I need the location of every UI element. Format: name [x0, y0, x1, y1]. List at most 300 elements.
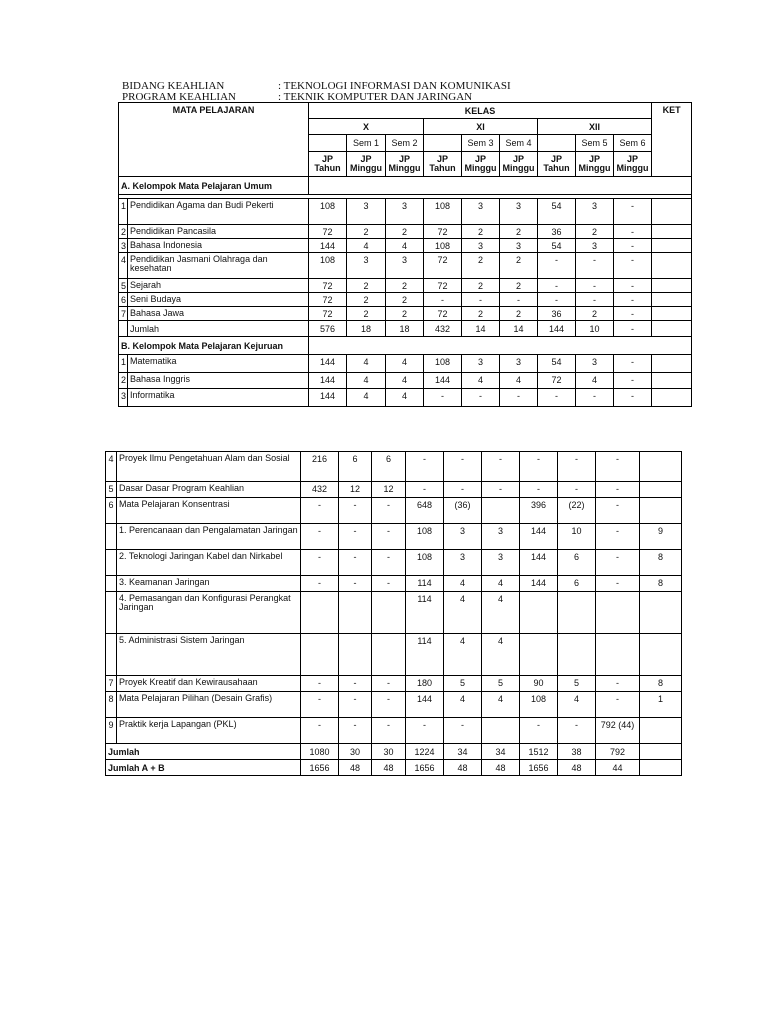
- table-cell: 3: [462, 355, 500, 373]
- row-number: 6: [119, 293, 128, 307]
- table-cell: -: [372, 524, 406, 550]
- table-row: [119, 373, 692, 389]
- row-number: [106, 634, 117, 676]
- table-cell: [640, 760, 682, 776]
- table-cell: 432: [301, 482, 339, 498]
- table-cell: 6: [558, 576, 596, 592]
- table-row: [106, 718, 682, 744]
- table-cell: 30: [372, 744, 406, 760]
- table-cell: 2: [576, 225, 614, 239]
- table-cell: 2: [462, 279, 500, 293]
- table-cell: -: [424, 293, 462, 307]
- table-cell: [596, 592, 640, 634]
- table-cell: 2: [386, 279, 424, 293]
- table-cell: 108: [424, 199, 462, 225]
- table-row: [106, 550, 682, 576]
- table-cell: 6: [372, 452, 406, 482]
- table-cell: 4: [444, 634, 482, 676]
- table-cell: 4: [444, 592, 482, 634]
- table-cell: -: [339, 498, 372, 524]
- row-number: 7: [106, 676, 117, 692]
- group-b-body: [119, 355, 692, 407]
- ket-cell: [640, 482, 682, 498]
- table-cell: 2: [347, 307, 386, 321]
- table-cell: -: [372, 676, 406, 692]
- ket-cell: 8: [640, 676, 682, 692]
- table-cell: 72: [424, 279, 462, 293]
- table-cell: 3: [347, 253, 386, 279]
- table-cell: -: [538, 253, 576, 279]
- row-number: 2: [119, 373, 128, 389]
- table-cell: 4: [576, 373, 614, 389]
- ket-cell: [652, 279, 692, 293]
- table-row: [119, 307, 692, 321]
- jumlah-a-row: [119, 321, 692, 337]
- table-cell: 3: [500, 199, 538, 225]
- table-cell: -: [339, 524, 372, 550]
- table-cell: 648: [406, 498, 444, 524]
- table-cell: -: [520, 452, 558, 482]
- row-number: 6: [106, 498, 117, 524]
- table-row: [119, 293, 692, 307]
- table-row: [106, 576, 682, 592]
- table-cell: 3: [576, 199, 614, 225]
- table-cell: -: [558, 718, 596, 744]
- table-row: [106, 524, 682, 550]
- table-cell: 144: [309, 389, 347, 407]
- table-cell: 3: [576, 239, 614, 253]
- table-cell: [372, 592, 406, 634]
- header-blank: [424, 135, 462, 152]
- table-cell: 3: [500, 239, 538, 253]
- table-cell: 5: [482, 676, 520, 692]
- table-cell: -: [576, 389, 614, 407]
- table-cell: 576: [309, 321, 347, 337]
- table-cell: 3: [576, 355, 614, 373]
- subject-name: Mata Pelajaran Konsentrasi: [117, 498, 301, 524]
- table-cell: -: [406, 718, 444, 744]
- row-number: [106, 576, 117, 592]
- table-cell: 3: [386, 199, 424, 225]
- ket-cell: 8: [640, 576, 682, 592]
- table-cell: 144: [309, 373, 347, 389]
- row-number: 8: [106, 692, 117, 718]
- group-a-title: A. Kelompok Mata Pelajaran Umum: [119, 177, 309, 195]
- program-label: PROGRAM KEAHLIAN: [122, 91, 236, 103]
- table-cell: 108: [406, 550, 444, 576]
- table-cell: 4: [347, 239, 386, 253]
- table-cell: -: [614, 239, 652, 253]
- header-jp-minggu: JP Minggu: [462, 152, 500, 177]
- table-row: [106, 498, 682, 524]
- table-cell: 144: [309, 239, 347, 253]
- table-cell: -: [406, 482, 444, 498]
- table-cell: 6: [339, 452, 372, 482]
- table-cell: 72: [309, 279, 347, 293]
- table-row: [106, 692, 682, 718]
- table-cell: -: [500, 389, 538, 407]
- header-jp-minggu: JP Minggu: [500, 152, 538, 177]
- table-cell: 4: [558, 692, 596, 718]
- table-cell: -: [558, 482, 596, 498]
- table-cell: 2: [462, 307, 500, 321]
- table-cell: 4: [482, 692, 520, 718]
- ket-cell: [640, 634, 682, 676]
- table-cell: [640, 744, 682, 760]
- ket-cell: [640, 452, 682, 482]
- header-jp-tahun: JP Tahun: [538, 152, 576, 177]
- table-cell: -: [444, 718, 482, 744]
- table-cell: 72: [538, 373, 576, 389]
- table-cell: 108: [520, 692, 558, 718]
- table-cell: -: [462, 293, 500, 307]
- header-sem-1: Sem 1: [347, 135, 386, 152]
- table-cell: 2: [500, 253, 538, 279]
- table-cell: -: [596, 498, 640, 524]
- table-cell: 4: [386, 389, 424, 407]
- table-cell: -: [538, 293, 576, 307]
- table-cell: -: [614, 225, 652, 239]
- table-cell: -: [372, 498, 406, 524]
- table-cell: 54: [538, 239, 576, 253]
- header-kelas-xi: XI: [424, 119, 538, 135]
- table-cell: 1224: [406, 744, 444, 760]
- table-cell: -: [614, 389, 652, 407]
- subject-name: Pendidikan Jasmani Olahraga dan kesehatan: [128, 253, 309, 279]
- ket-cell: [640, 592, 682, 634]
- table-cell: 10: [558, 524, 596, 550]
- program-value: : TEKNIK KOMPUTER DAN JARINGAN: [278, 91, 473, 103]
- jumlah-ab-label: Jumlah A + B: [106, 760, 301, 776]
- table-cell: [301, 634, 339, 676]
- row-number: 7: [119, 307, 128, 321]
- table-cell: 4: [462, 373, 500, 389]
- table-cell: -: [301, 676, 339, 692]
- table-cell: [482, 498, 520, 524]
- header-jp-minggu: JP Minggu: [576, 152, 614, 177]
- table-cell: 108: [424, 355, 462, 373]
- table-cell: [596, 634, 640, 676]
- group-a-blank: [309, 177, 692, 195]
- table-cell: 3: [386, 253, 424, 279]
- row-number: 4: [119, 253, 128, 279]
- table-cell: 12: [372, 482, 406, 498]
- table-cell: -: [538, 279, 576, 293]
- table-cell: [119, 321, 128, 337]
- table-row: [119, 239, 692, 253]
- table-cell: 108: [309, 199, 347, 225]
- table2-body: [106, 452, 682, 744]
- subject-name: Dasar Dasar Program Keahlian: [117, 482, 301, 498]
- table-cell: 2: [347, 225, 386, 239]
- table-cell: -: [339, 676, 372, 692]
- table-cell: [339, 592, 372, 634]
- row-number: [106, 550, 117, 576]
- header-sem-2: Sem 2: [386, 135, 424, 152]
- table-cell: 48: [372, 760, 406, 776]
- table-cell: 72: [309, 307, 347, 321]
- table-cell: 4: [347, 373, 386, 389]
- header-sem-4: Sem 4: [500, 135, 538, 152]
- jumlah-label: Jumlah: [106, 744, 301, 760]
- table-cell: -: [339, 550, 372, 576]
- table-cell: [520, 592, 558, 634]
- subject-name: Pendidikan Pancasila: [128, 225, 309, 239]
- subject-name: 2. Teknologi Jaringan Kabel dan Nirkabel: [117, 550, 301, 576]
- header-jp-tahun: JP Tahun: [424, 152, 462, 177]
- table-cell: -: [520, 718, 558, 744]
- table-cell: -: [339, 576, 372, 592]
- table-cell: 12: [339, 482, 372, 498]
- table-cell: -: [301, 524, 339, 550]
- table-cell: 34: [482, 744, 520, 760]
- table-cell: 108: [406, 524, 444, 550]
- table-cell: [558, 634, 596, 676]
- table-cell: -: [444, 452, 482, 482]
- table-cell: 3: [482, 550, 520, 576]
- table-cell: 72: [309, 293, 347, 307]
- table-cell: 2: [386, 307, 424, 321]
- table-cell: -: [558, 452, 596, 482]
- table-cell: 72: [424, 307, 462, 321]
- table-row: [106, 452, 682, 482]
- table-cell: -: [614, 373, 652, 389]
- row-number: 1: [119, 199, 128, 225]
- table-cell: 54: [538, 355, 576, 373]
- table-cell: -: [614, 199, 652, 225]
- table-cell: [482, 718, 520, 744]
- table-cell: -: [614, 321, 652, 337]
- table-cell: 108: [309, 253, 347, 279]
- subject-name: Bahasa Indonesia: [128, 239, 309, 253]
- subject-name: Pendidikan Agama dan Budi Pekerti: [128, 199, 309, 225]
- subject-name: Proyek Ilmu Pengetahuan Alam dan Sosial: [117, 452, 301, 482]
- row-number: 9: [106, 718, 117, 744]
- table-cell: 3: [500, 355, 538, 373]
- table-cell: -: [482, 482, 520, 498]
- table-cell: 1080: [301, 744, 339, 760]
- table-cell: -: [576, 279, 614, 293]
- table-cell: 72: [424, 225, 462, 239]
- row-number: 5: [119, 279, 128, 293]
- ket-cell: [652, 199, 692, 225]
- table-cell: 2: [500, 307, 538, 321]
- table-cell: [339, 634, 372, 676]
- table-cell: 72: [424, 253, 462, 279]
- table-cell: -: [424, 389, 462, 407]
- table-cell: -: [406, 452, 444, 482]
- table-cell: -: [614, 253, 652, 279]
- table-cell: 1656: [520, 760, 558, 776]
- table-cell: 2: [386, 225, 424, 239]
- table-cell: 432: [424, 321, 462, 337]
- header-kelas-xii: XII: [538, 119, 652, 135]
- subject-name: Matematika: [128, 355, 309, 373]
- table-cell: -: [576, 293, 614, 307]
- table-cell: 2: [347, 279, 386, 293]
- table-cell: 72: [309, 225, 347, 239]
- table-cell: 48: [339, 760, 372, 776]
- table-cell: -: [614, 307, 652, 321]
- table-cell: -: [500, 293, 538, 307]
- table-cell: 3: [462, 239, 500, 253]
- table-cell: 4: [482, 634, 520, 676]
- table-cell: 3: [462, 199, 500, 225]
- table-cell: -: [614, 279, 652, 293]
- table-cell: -: [596, 482, 640, 498]
- table-cell: 48: [558, 760, 596, 776]
- table-cell: -: [301, 550, 339, 576]
- table-cell: 34: [444, 744, 482, 760]
- table-cell: 144: [406, 692, 444, 718]
- table-cell: 114: [406, 576, 444, 592]
- subject-name: Seni Budaya: [128, 293, 309, 307]
- table-cell: 36: [538, 225, 576, 239]
- table-cell: 18: [347, 321, 386, 337]
- table-cell: 14: [500, 321, 538, 337]
- ket-cell: [652, 239, 692, 253]
- row-number: [106, 524, 117, 550]
- table-cell: 114: [406, 592, 444, 634]
- table-cell: -: [596, 524, 640, 550]
- table-cell: 1512: [520, 744, 558, 760]
- subject-name: Bahasa Jawa: [128, 307, 309, 321]
- table-cell: 2: [576, 307, 614, 321]
- table-cell: 4: [386, 239, 424, 253]
- table-cell: 4: [347, 389, 386, 407]
- curriculum-table-2: [105, 451, 682, 776]
- table-cell: [558, 592, 596, 634]
- group-a-body: [119, 199, 692, 321]
- table-cell: 180: [406, 676, 444, 692]
- header-ket: KET: [652, 103, 692, 177]
- table-cell: 5: [558, 676, 596, 692]
- subject-name: 5. Administrasi Sistem Jaringan: [117, 634, 301, 676]
- table-cell: -: [596, 676, 640, 692]
- table-cell: 108: [424, 239, 462, 253]
- ket-cell: [652, 293, 692, 307]
- subject-name: Sejarah: [128, 279, 309, 293]
- table-cell: -: [462, 389, 500, 407]
- table-cell: -: [301, 498, 339, 524]
- row-number: 1: [119, 355, 128, 373]
- table-cell: 4: [444, 576, 482, 592]
- table-cell: -: [538, 389, 576, 407]
- header-sem-3: Sem 3: [462, 135, 500, 152]
- jumlah-a-label: Jumlah: [128, 321, 309, 337]
- table-cell: -: [301, 692, 339, 718]
- group-b-blank: [309, 337, 692, 355]
- header-blank: [309, 135, 347, 152]
- table-row: [106, 482, 682, 498]
- jumlah-row: [106, 744, 682, 760]
- table-cell: 4: [482, 592, 520, 634]
- table-cell: 4: [386, 355, 424, 373]
- header-jp-tahun: JP Tahun: [309, 152, 347, 177]
- subject-name: Bahasa Inggris: [128, 373, 309, 389]
- table-cell: 36: [538, 307, 576, 321]
- table-row: [119, 279, 692, 293]
- table-cell: (22): [558, 498, 596, 524]
- table-cell: 144: [538, 321, 576, 337]
- subject-name: 1. Perencanaan dan Pengalamatan Jaringan: [117, 524, 301, 550]
- table-cell: 144: [309, 355, 347, 373]
- header-blank: [538, 135, 576, 152]
- ket-cell: 9: [640, 524, 682, 550]
- ket-cell: 8: [640, 550, 682, 576]
- row-number: [106, 592, 117, 634]
- table-cell: 4: [482, 576, 520, 592]
- bidang-label: BIDANG KEAHLIAN: [122, 80, 225, 92]
- table-cell: 48: [482, 760, 520, 776]
- table-cell: 5: [444, 676, 482, 692]
- table-cell: -: [301, 576, 339, 592]
- table-cell: [372, 634, 406, 676]
- table-cell: -: [372, 692, 406, 718]
- table-cell: 2: [462, 253, 500, 279]
- table-row: [106, 676, 682, 692]
- row-number: 5: [106, 482, 117, 498]
- ket-cell: [640, 498, 682, 524]
- table-cell: -: [372, 718, 406, 744]
- table-cell: 2: [500, 279, 538, 293]
- table-cell: 14: [462, 321, 500, 337]
- header-jp-minggu: JP Minggu: [614, 152, 652, 177]
- subject-name: 3. Keamanan Jaringan: [117, 576, 301, 592]
- ket-cell: [652, 355, 692, 373]
- table-cell: -: [596, 692, 640, 718]
- table-cell: -: [614, 355, 652, 373]
- table-cell: 38: [558, 744, 596, 760]
- table-cell: 144: [424, 373, 462, 389]
- header-sem-5: Sem 5: [576, 135, 614, 152]
- row-number: 4: [106, 452, 117, 482]
- header-jp-minggu: JP Minggu: [386, 152, 424, 177]
- jumlah-ab-row: [106, 760, 682, 776]
- table-cell: -: [596, 550, 640, 576]
- table-cell: -: [301, 718, 339, 744]
- table-cell: 2: [500, 225, 538, 239]
- table-cell: 90: [520, 676, 558, 692]
- table-cell: 18: [386, 321, 424, 337]
- table-row: [119, 389, 692, 407]
- table-cell: -: [372, 576, 406, 592]
- table-cell: -: [614, 293, 652, 307]
- group-b-title: B. Kelompok Mata Pelajaran Kejuruan: [119, 337, 309, 355]
- subject-name: Proyek Kreatif dan Kewirausahaan: [117, 676, 301, 692]
- header-mata-pelajaran: MATA PELAJARAN: [119, 103, 309, 177]
- table-cell: 4: [386, 373, 424, 389]
- table-cell: -: [596, 576, 640, 592]
- table-cell: 3: [444, 524, 482, 550]
- curriculum-table-1: [118, 102, 692, 407]
- header-kelas-x: X: [309, 119, 424, 135]
- table-cell: [652, 321, 692, 337]
- ket-cell: [652, 373, 692, 389]
- subject-name: Informatika: [128, 389, 309, 407]
- ket-cell: [640, 718, 682, 744]
- subject-name: Praktik kerja Lapangan (PKL): [117, 718, 301, 744]
- table-cell: [301, 592, 339, 634]
- table-cell: 216: [301, 452, 339, 482]
- table-cell: 2: [386, 293, 424, 307]
- table-cell: 792: [596, 744, 640, 760]
- table-cell: 4: [347, 355, 386, 373]
- table-cell: -: [596, 452, 640, 482]
- ket-cell: [652, 225, 692, 239]
- table-row: [106, 592, 682, 634]
- subject-name: 4. Pemasangan dan Konfigurasi Perangkat Jaringan: [117, 592, 301, 634]
